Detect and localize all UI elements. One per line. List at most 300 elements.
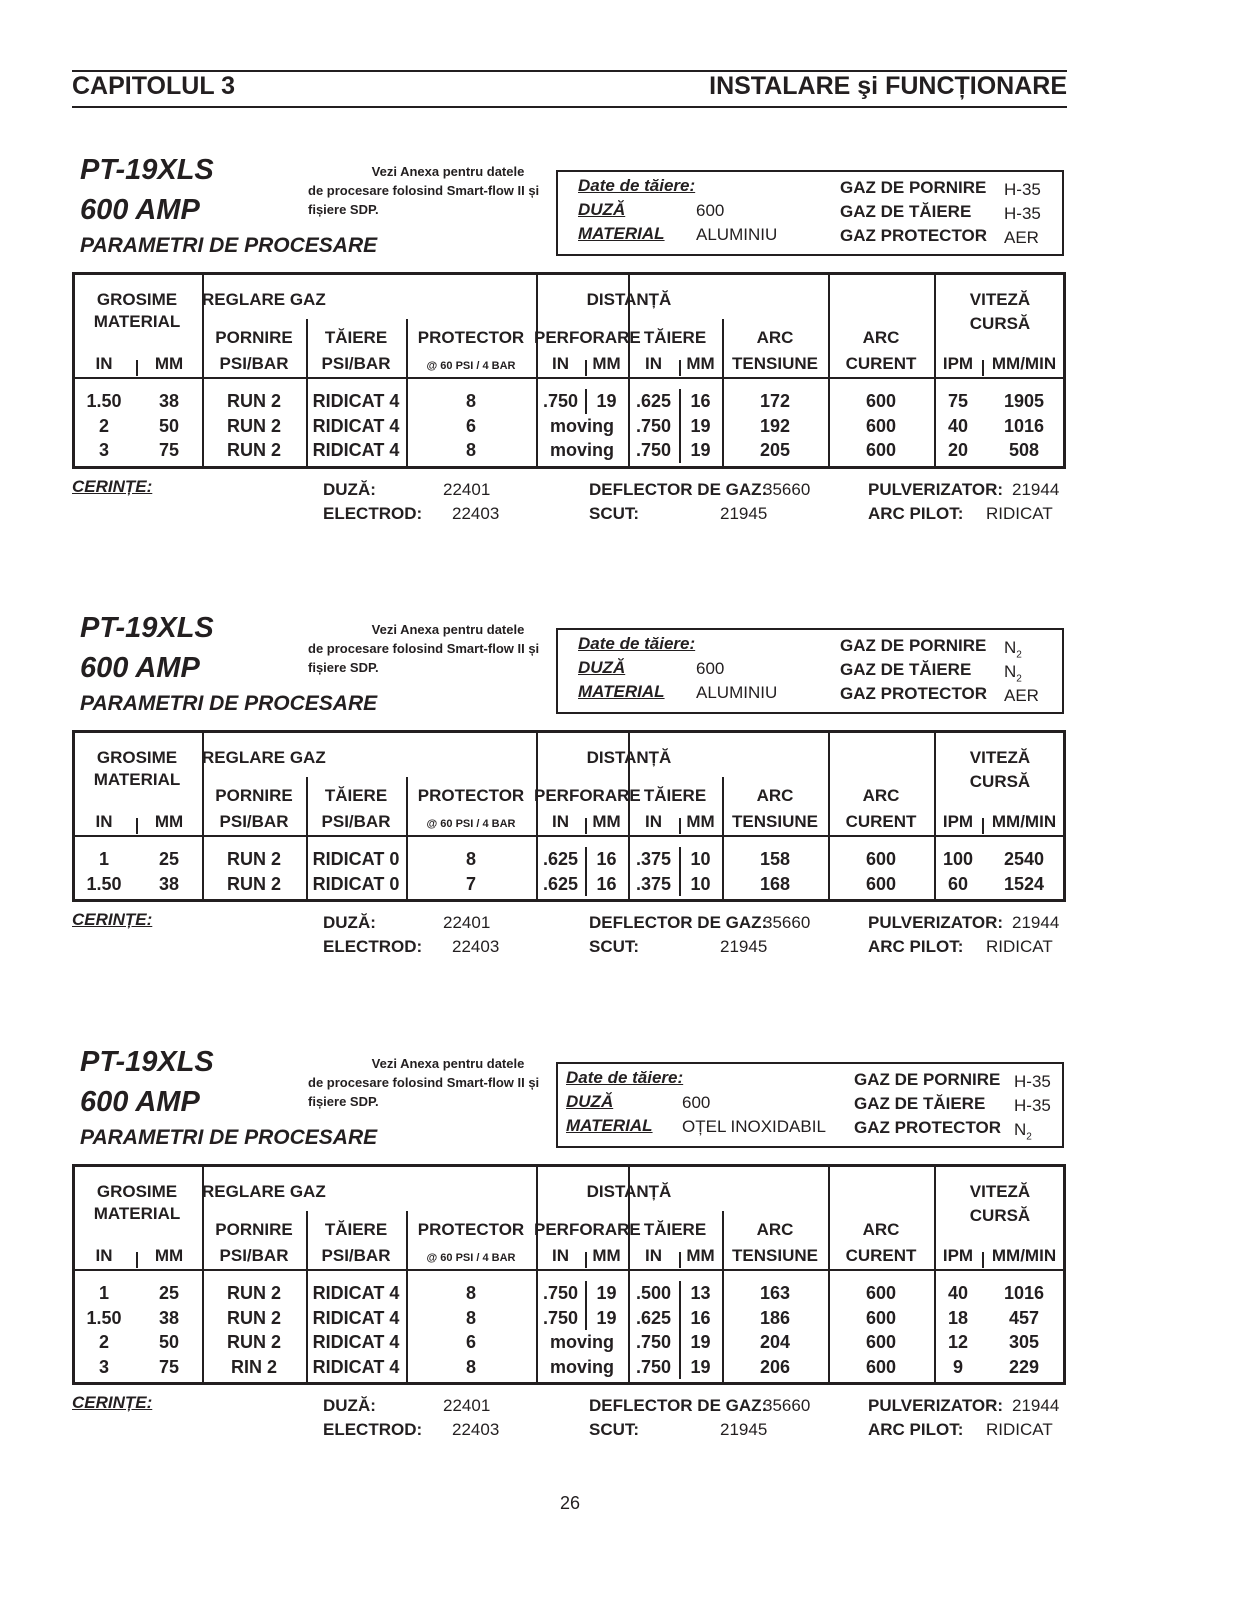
material-label: MATERIAL	[578, 682, 665, 701]
perf-divider	[585, 1306, 587, 1331]
cutting-data-title: Date de tăiere:	[566, 1068, 684, 1087]
header-rule	[72, 106, 1067, 108]
hdr-perforare: PERFORARE	[534, 328, 641, 347]
amperage: 600 AMP	[80, 652, 200, 684]
cell-mm: 25	[158, 849, 180, 869]
cell-mm: 25	[158, 1283, 180, 1303]
cell-ipm: 100	[942, 849, 974, 869]
cell-tai-in: .750	[635, 1332, 672, 1352]
scut-value: 21945	[720, 937, 768, 956]
cell-curent: 600	[865, 1283, 897, 1303]
electrod-value: 22403	[452, 937, 500, 956]
tai-divider	[679, 847, 681, 872]
hdr-pornire-unit: PSI/BAR	[219, 1246, 289, 1265]
cutting-data-box	[556, 628, 1064, 714]
cell-mm: 50	[158, 1332, 180, 1352]
cell-perf-mm: 16	[596, 849, 617, 869]
cell-in: 1	[98, 849, 109, 869]
cell-tai-in: .625	[635, 391, 672, 411]
cell-ipm: 75	[947, 391, 969, 411]
arc-pilot-label: ARC PILOT:	[868, 937, 964, 956]
cell-tai-in: .375	[635, 873, 672, 894]
cut-gas-label: GAZ DE TĂIERE	[840, 202, 972, 221]
hdr-pornire: PORNIRE	[215, 328, 293, 347]
tai-divider	[679, 1355, 681, 1380]
cell-curent: 600	[865, 1307, 897, 1328]
cell-tensiune: 172	[759, 391, 791, 411]
hdr-tai-in: IN	[645, 1246, 662, 1265]
hdr-arc-tensiune: ARC	[756, 786, 794, 805]
hdr-tensiune: TENSIUNE	[732, 1246, 818, 1265]
cell-perf-mm: 19	[596, 1283, 617, 1303]
pulverizator-value: 21944	[1012, 913, 1060, 932]
top-rule	[72, 70, 1067, 72]
cell-curent: 600	[865, 440, 897, 460]
hdr-grosime: GROSIME	[96, 290, 178, 309]
hdr-taiere-dist: TĂIERE	[643, 1220, 707, 1239]
cell-perf-mm: 19	[596, 391, 617, 411]
requirements-label: CERINȚE:	[72, 1393, 153, 1412]
hdr-protector-unit: @ 60 PSI / 4 BAR	[426, 1252, 516, 1264]
hdr-ipm: IPM	[942, 812, 974, 831]
deflector-label: DEFLECTOR DE GAZ:	[589, 1396, 768, 1415]
cell-pornire: RUN 2	[226, 415, 281, 436]
hdr-arc-tensiune: ARC	[756, 1220, 794, 1239]
perf-divider	[585, 872, 587, 897]
material-label: MATERIAL	[578, 224, 665, 243]
hdr-material: MATERIAL	[93, 312, 181, 331]
header-divider	[75, 1269, 1063, 1271]
electrod-value: 22403	[452, 503, 500, 523]
cell-taiere: RIDICAT 4	[312, 1332, 400, 1352]
cell-tai-mm: 16	[690, 391, 711, 411]
amperage: 600 AMP	[80, 1086, 200, 1118]
cell-protector: 6	[465, 1332, 476, 1352]
hdr-cursa: CURSĂ	[969, 314, 1031, 333]
shield-gas-label: GAZ PROTECTOR	[854, 1118, 1002, 1137]
cell-tai-in: .375	[635, 849, 672, 869]
deflector-label: DEFLECTOR DE GAZ:	[589, 479, 768, 499]
cell-tensiune: 192	[759, 415, 791, 436]
cell-tai-in: .625	[635, 1307, 672, 1328]
cell-tai-mm: 16	[690, 1307, 711, 1328]
cell-perforare: moving	[549, 415, 614, 436]
hdr-ipm: IPM	[942, 354, 974, 373]
shield-gas-label: GAZ PROTECTOR	[840, 226, 988, 245]
cut-gas-value: H-35	[1014, 1096, 1051, 1115]
cell-protector: 8	[465, 1356, 476, 1377]
start-gas-label: GAZ DE PORNIRE	[854, 1070, 1001, 1089]
cell-curent: 600	[865, 391, 897, 411]
hdr-ipm: IPM	[942, 1246, 974, 1265]
scut-label: SCUT:	[589, 937, 640, 956]
shield-gas-value: $N_2$	[1014, 1120, 1032, 1143]
tai-divider	[679, 389, 681, 414]
tai-divider	[679, 414, 681, 439]
cell-ipm: 12	[947, 1332, 969, 1352]
page-number: 26	[559, 1493, 581, 1513]
hdr-viteza: VITEZĂ	[969, 1182, 1031, 1201]
cell-in: 2	[98, 415, 109, 436]
hdr-reglare: REGLARE GAZ	[202, 290, 326, 309]
section-subtitle: PARAMETRI DE PROCESARE	[80, 234, 378, 257]
hdr-taiere: TĂIERE	[324, 328, 388, 347]
deflector-value: 35660	[763, 479, 811, 499]
requirements-label: CERINȚE:	[72, 910, 153, 929]
cell-tensiune: 205	[759, 440, 791, 460]
appendix-note-rest: de procesare folosind Smart-flow II și fișiere SDP.	[308, 1075, 540, 1109]
hdr-mmmin: MM/MIN	[991, 354, 1057, 373]
scut-value: 21945	[720, 503, 768, 523]
hdr-curent: CURENT	[845, 812, 917, 831]
hdr-protector: PROTECTOR	[417, 786, 525, 805]
cutting-data-title: Date de tăiere:	[578, 176, 696, 195]
hdr-perforare: PERFORARE	[534, 1220, 641, 1239]
cell-perf-mm: 19	[596, 1307, 617, 1328]
appendix-note-rest: de procesare folosind Smart-flow II și fișiere SDP.	[308, 183, 540, 217]
hdr-tai-in: IN	[645, 812, 662, 831]
cell-mm: 75	[158, 440, 180, 460]
hdr-protector-unit: @ 60 PSI / 4 BAR	[426, 818, 516, 830]
appendix-note-line1: Vezi Anexa pentru datele	[371, 622, 525, 637]
hdr-tensiune: TENSIUNE	[732, 354, 818, 373]
hdr-taiere-unit: PSI/BAR	[321, 1246, 391, 1265]
hdr-pornire-unit: PSI/BAR	[219, 812, 289, 831]
cell-perforare: moving	[549, 1356, 614, 1377]
hdr-mmmin: MM/MIN	[991, 812, 1057, 831]
section-subtitle: PARAMETRI DE PROCESARE	[80, 692, 378, 715]
cell-in: 2	[98, 1332, 109, 1352]
hdr-reglare: REGLARE GAZ	[202, 1182, 326, 1201]
hdr-tensiune: TENSIUNE	[732, 812, 818, 831]
hdr-in: IN	[95, 812, 113, 831]
hdr-curent: CURENT	[845, 354, 917, 373]
start-gas-label: GAZ DE PORNIRE	[840, 636, 987, 655]
electrod-label: ELECTROD:	[323, 503, 423, 523]
cell-in: 1.50	[86, 873, 122, 894]
deflector-label: DEFLECTOR DE GAZ:	[589, 913, 768, 932]
hdr-protector-unit: @ 60 PSI / 4 BAR	[426, 360, 516, 372]
cutting-data-box	[556, 1062, 1064, 1148]
header-divider	[75, 377, 1063, 379]
start-gas-label: GAZ DE PORNIRE	[840, 178, 987, 197]
cell-protector: 8	[465, 440, 476, 460]
cell-perf-in: .750	[542, 1307, 579, 1328]
pulverizator-label: PULVERIZATOR:	[868, 913, 1004, 932]
hdr-viteza: VITEZĂ	[969, 290, 1031, 309]
cell-taiere: RIDICAT 4	[312, 1307, 400, 1328]
cell-taiere: RIDICAT 0	[312, 849, 400, 869]
hdr-grosime: GROSIME	[96, 1182, 178, 1201]
hdr-tai-mm: MM	[686, 812, 715, 831]
cell-tai-in: .500	[635, 1283, 672, 1303]
cell-perf-in: .625	[542, 873, 579, 894]
hdr-pornire: PORNIRE	[215, 786, 293, 805]
cell-tensiune: 206	[759, 1356, 791, 1377]
cell-protector: 8	[465, 1307, 476, 1328]
hdr-distanta: DISTANȚĂ	[586, 748, 672, 767]
model-name: PT-19XLS	[80, 1046, 214, 1078]
appendix-note	[308, 1054, 548, 1111]
cell-tensiune: 163	[759, 1283, 791, 1303]
start-gas-value: H-35	[1014, 1072, 1051, 1091]
pulverizator-label: PULVERIZATOR:	[868, 1396, 1004, 1415]
material-value: ALUMINIU	[696, 225, 778, 244]
hdr-tai-mm: MM	[686, 1246, 715, 1265]
cell-perf-in: .625	[542, 849, 579, 869]
cell-pornire: RUN 2	[226, 873, 281, 894]
cell-curent: 600	[865, 849, 897, 869]
cell-mmmin: 457	[1008, 1307, 1040, 1328]
appendix-note-rest: de procesare folosind Smart-flow II și fișiere SDP.	[308, 641, 540, 675]
nozzle-label: DUZĂ	[578, 200, 626, 219]
cell-mm: 75	[158, 1356, 180, 1377]
arc-pilot-value: RIDICAT	[986, 1420, 1053, 1439]
perf-divider	[585, 1281, 587, 1306]
duza-label: DUZĂ:	[323, 913, 376, 932]
cell-perf-in: .750	[542, 1283, 579, 1303]
hdr-material: MATERIAL	[93, 1204, 181, 1223]
hdr-curent: CURENT	[845, 1246, 917, 1265]
electrod-value: 22403	[452, 1420, 500, 1439]
chapter-label: CAPITOLUL 3	[72, 72, 235, 100]
cell-mmmin: 1524	[1003, 873, 1045, 894]
deflector-value: 35660	[763, 913, 811, 932]
cell-pornire: RUN 2	[226, 391, 281, 411]
process-table	[72, 730, 1066, 902]
process-table	[72, 1164, 1066, 1385]
hdr-taiere: TĂIERE	[324, 1220, 388, 1239]
cell-taiere: RIDICAT 4	[312, 415, 400, 436]
scut-label: SCUT:	[589, 1420, 640, 1439]
cell-perf-mm: 16	[596, 873, 617, 894]
cutting-data-box	[556, 170, 1064, 256]
cell-taiere: RIDICAT 4	[312, 1283, 400, 1303]
cell-mmmin: 1016	[1003, 1283, 1045, 1303]
cell-in: 3	[98, 1356, 109, 1377]
cell-mmmin: 305	[1008, 1332, 1040, 1352]
cell-ipm: 60	[947, 873, 969, 894]
electrod-label: ELECTROD:	[323, 937, 423, 956]
hdr-arc-curent: ARC	[862, 1220, 900, 1239]
nozzle-value: 600	[682, 1093, 711, 1112]
hdr-perf-in: IN	[552, 354, 569, 373]
cutting-data-title: Date de tăiere:	[578, 634, 696, 653]
hdr-mm: MM	[154, 354, 184, 373]
hdr-mm: MM	[154, 812, 184, 831]
shield-gas-value: AER	[1004, 686, 1039, 705]
cell-tai-mm: 19	[690, 415, 711, 436]
header-divider	[75, 835, 1063, 837]
cell-mmmin: 2540	[1003, 849, 1045, 869]
cell-tai-mm: 10	[690, 849, 711, 869]
cell-protector: 8	[465, 1283, 476, 1303]
hdr-perf-in: IN	[552, 1246, 569, 1265]
cell-mmmin: 508	[1008, 440, 1040, 460]
cell-tensiune: 204	[759, 1332, 791, 1352]
cell-protector: 6	[465, 415, 476, 436]
hdr-material: MATERIAL	[93, 770, 181, 789]
hdr-pornire: PORNIRE	[215, 1220, 293, 1239]
hdr-in: IN	[95, 354, 113, 373]
cell-in: 3	[98, 440, 109, 460]
hdr-perf-mm: MM	[592, 812, 621, 831]
hdr-taiere: TĂIERE	[324, 786, 388, 805]
cell-curent: 600	[865, 873, 897, 894]
cell-perforare: moving	[549, 440, 614, 460]
material-value: OȚEL INOXIDABIL	[682, 1117, 826, 1136]
hdr-cursa: CURSĂ	[969, 772, 1031, 791]
tai-divider	[679, 1306, 681, 1331]
cell-in: 1.50	[86, 1307, 122, 1328]
appendix-note-line1: Vezi Anexa pentru datele	[371, 164, 525, 179]
cell-tai-mm: 19	[690, 440, 711, 460]
hdr-viteza: VITEZĂ	[969, 748, 1031, 767]
start-gas-value: $N_2$	[1004, 638, 1022, 661]
hdr-distanta: DISTANȚĂ	[586, 290, 672, 309]
duza-label: DUZĂ:	[323, 1396, 376, 1415]
cell-ipm: 40	[947, 1283, 969, 1303]
hdr-reglare: REGLARE GAZ	[202, 748, 326, 767]
cell-in: 1.50	[86, 391, 122, 411]
tai-divider	[679, 872, 681, 897]
cell-tai-mm: 19	[690, 1332, 711, 1352]
nozzle-value: 600	[696, 201, 725, 220]
material-value: ALUMINIU	[696, 683, 778, 702]
tai-divider	[679, 438, 681, 463]
arc-pilot-value: RIDICAT	[986, 503, 1053, 523]
cell-tai-mm: 13	[690, 1283, 711, 1303]
cell-mmmin: 1905	[1003, 391, 1045, 411]
cell-pornire: RUN 2	[226, 849, 281, 869]
cell-pornire: RIN 2	[230, 1356, 277, 1377]
duza-value: 22401	[443, 913, 491, 932]
hdr-protector: PROTECTOR	[417, 1220, 525, 1239]
hdr-perforare: PERFORARE	[534, 786, 641, 805]
cell-curent: 600	[865, 1332, 897, 1352]
cell-tensiune: 168	[759, 873, 791, 894]
cell-ipm: 40	[947, 415, 969, 436]
hdr-cursa: CURSĂ	[969, 1206, 1031, 1225]
cell-tai-mm: 10	[690, 873, 711, 894]
cell-pornire: RUN 2	[226, 1307, 281, 1328]
nozzle-label: DUZĂ	[578, 658, 626, 677]
appendix-note	[308, 620, 548, 677]
cell-ipm: 9	[952, 1356, 963, 1377]
shield-gas-value: AER	[1004, 228, 1039, 247]
hdr-perf-in: IN	[552, 812, 569, 831]
nozzle-value: 600	[696, 659, 725, 678]
perf-divider	[585, 389, 587, 414]
duza-value: 22401	[443, 1396, 491, 1415]
cut-gas-label: GAZ DE TĂIERE	[840, 660, 972, 679]
cell-protector: 7	[465, 873, 476, 894]
model-name: PT-19XLS	[80, 154, 214, 186]
tai-divider	[679, 1330, 681, 1355]
cell-tai-in: .750	[635, 415, 672, 436]
cell-tensiune: 158	[759, 849, 791, 869]
cell-pornire: RUN 2	[226, 1283, 281, 1303]
cut-gas-value: $N_2$	[1004, 662, 1022, 685]
cell-in: 1	[98, 1283, 109, 1303]
cell-taiere: RIDICAT 4	[312, 391, 400, 411]
arc-pilot-label: ARC PILOT:	[868, 1420, 964, 1439]
hdr-tai-in: IN	[645, 354, 662, 373]
hdr-perf-mm: MM	[592, 354, 621, 373]
cut-gas-label: GAZ DE TĂIERE	[854, 1094, 986, 1113]
cell-curent: 600	[865, 1356, 897, 1377]
cell-pornire: RUN 2	[226, 1332, 281, 1352]
hdr-tai-mm: MM	[686, 354, 715, 373]
cell-taiere: RIDICAT 4	[312, 440, 400, 460]
hdr-taiere-unit: PSI/BAR	[321, 812, 391, 831]
hdr-perf-mm: MM	[592, 1246, 621, 1265]
cell-curent: 600	[865, 415, 897, 436]
hdr-arc-curent: ARC	[862, 328, 900, 347]
cell-perf-in: .750	[542, 391, 579, 411]
hdr-in: IN	[95, 1246, 113, 1265]
scut-label: SCUT:	[589, 503, 640, 523]
cell-mm: 50	[158, 415, 180, 436]
pulverizator-value: 21944	[1012, 479, 1060, 499]
appendix-note-line1: Vezi Anexa pentru datele	[371, 1056, 525, 1071]
cell-perforare: moving	[549, 1332, 614, 1352]
hdr-pornire-unit: PSI/BAR	[219, 354, 289, 373]
hdr-mmmin: MM/MIN	[991, 1246, 1057, 1265]
cell-pornire: RUN 2	[226, 440, 281, 460]
cell-mm: 38	[158, 1307, 180, 1328]
requirements-label: CERINȚE:	[72, 476, 153, 496]
pulverizator-label: PULVERIZATOR:	[868, 479, 1004, 499]
cell-ipm: 18	[947, 1307, 969, 1328]
cut-gas-value: H-35	[1004, 204, 1041, 223]
cell-mm: 38	[158, 873, 180, 894]
duza-value: 22401	[443, 479, 491, 499]
model-name: PT-19XLS	[80, 612, 214, 644]
cell-tensiune: 186	[759, 1307, 791, 1328]
scut-value: 21945	[720, 1420, 768, 1439]
cell-protector: 8	[465, 849, 476, 869]
tai-divider	[679, 1281, 681, 1306]
cell-tai-mm: 19	[690, 1356, 711, 1377]
cell-ipm: 20	[947, 440, 969, 460]
cell-tai-in: .750	[635, 1356, 672, 1377]
perf-divider	[585, 847, 587, 872]
nozzle-label: DUZĂ	[566, 1092, 614, 1111]
cell-mm: 38	[158, 391, 180, 411]
cell-protector: 8	[465, 391, 476, 411]
deflector-value: 35660	[763, 1396, 811, 1415]
hdr-taiere-unit: PSI/BAR	[321, 354, 391, 373]
hdr-taiere-dist: TĂIERE	[643, 328, 707, 347]
section-subtitle: PARAMETRI DE PROCESARE	[80, 1126, 378, 1149]
cell-mmmin: 1016	[1003, 415, 1045, 436]
arc-pilot-label: ARC PILOT:	[868, 503, 964, 523]
arc-pilot-value: RIDICAT	[986, 937, 1053, 956]
process-table	[72, 272, 1066, 469]
hdr-protector: PROTECTOR	[417, 328, 525, 347]
chapter-title: INSTALARE şi FUNCȚIONARE	[709, 72, 1067, 100]
hdr-distanta: DISTANȚĂ	[586, 1182, 672, 1201]
material-label: MATERIAL	[566, 1116, 653, 1135]
start-gas-value: H-35	[1004, 180, 1041, 199]
cell-taiere: RIDICAT 0	[312, 873, 400, 894]
cell-tai-in: .750	[635, 440, 672, 460]
hdr-grosime: GROSIME	[96, 748, 178, 767]
appendix-note	[308, 162, 548, 219]
hdr-mm: MM	[154, 1246, 184, 1265]
hdr-arc-curent: ARC	[862, 786, 900, 805]
